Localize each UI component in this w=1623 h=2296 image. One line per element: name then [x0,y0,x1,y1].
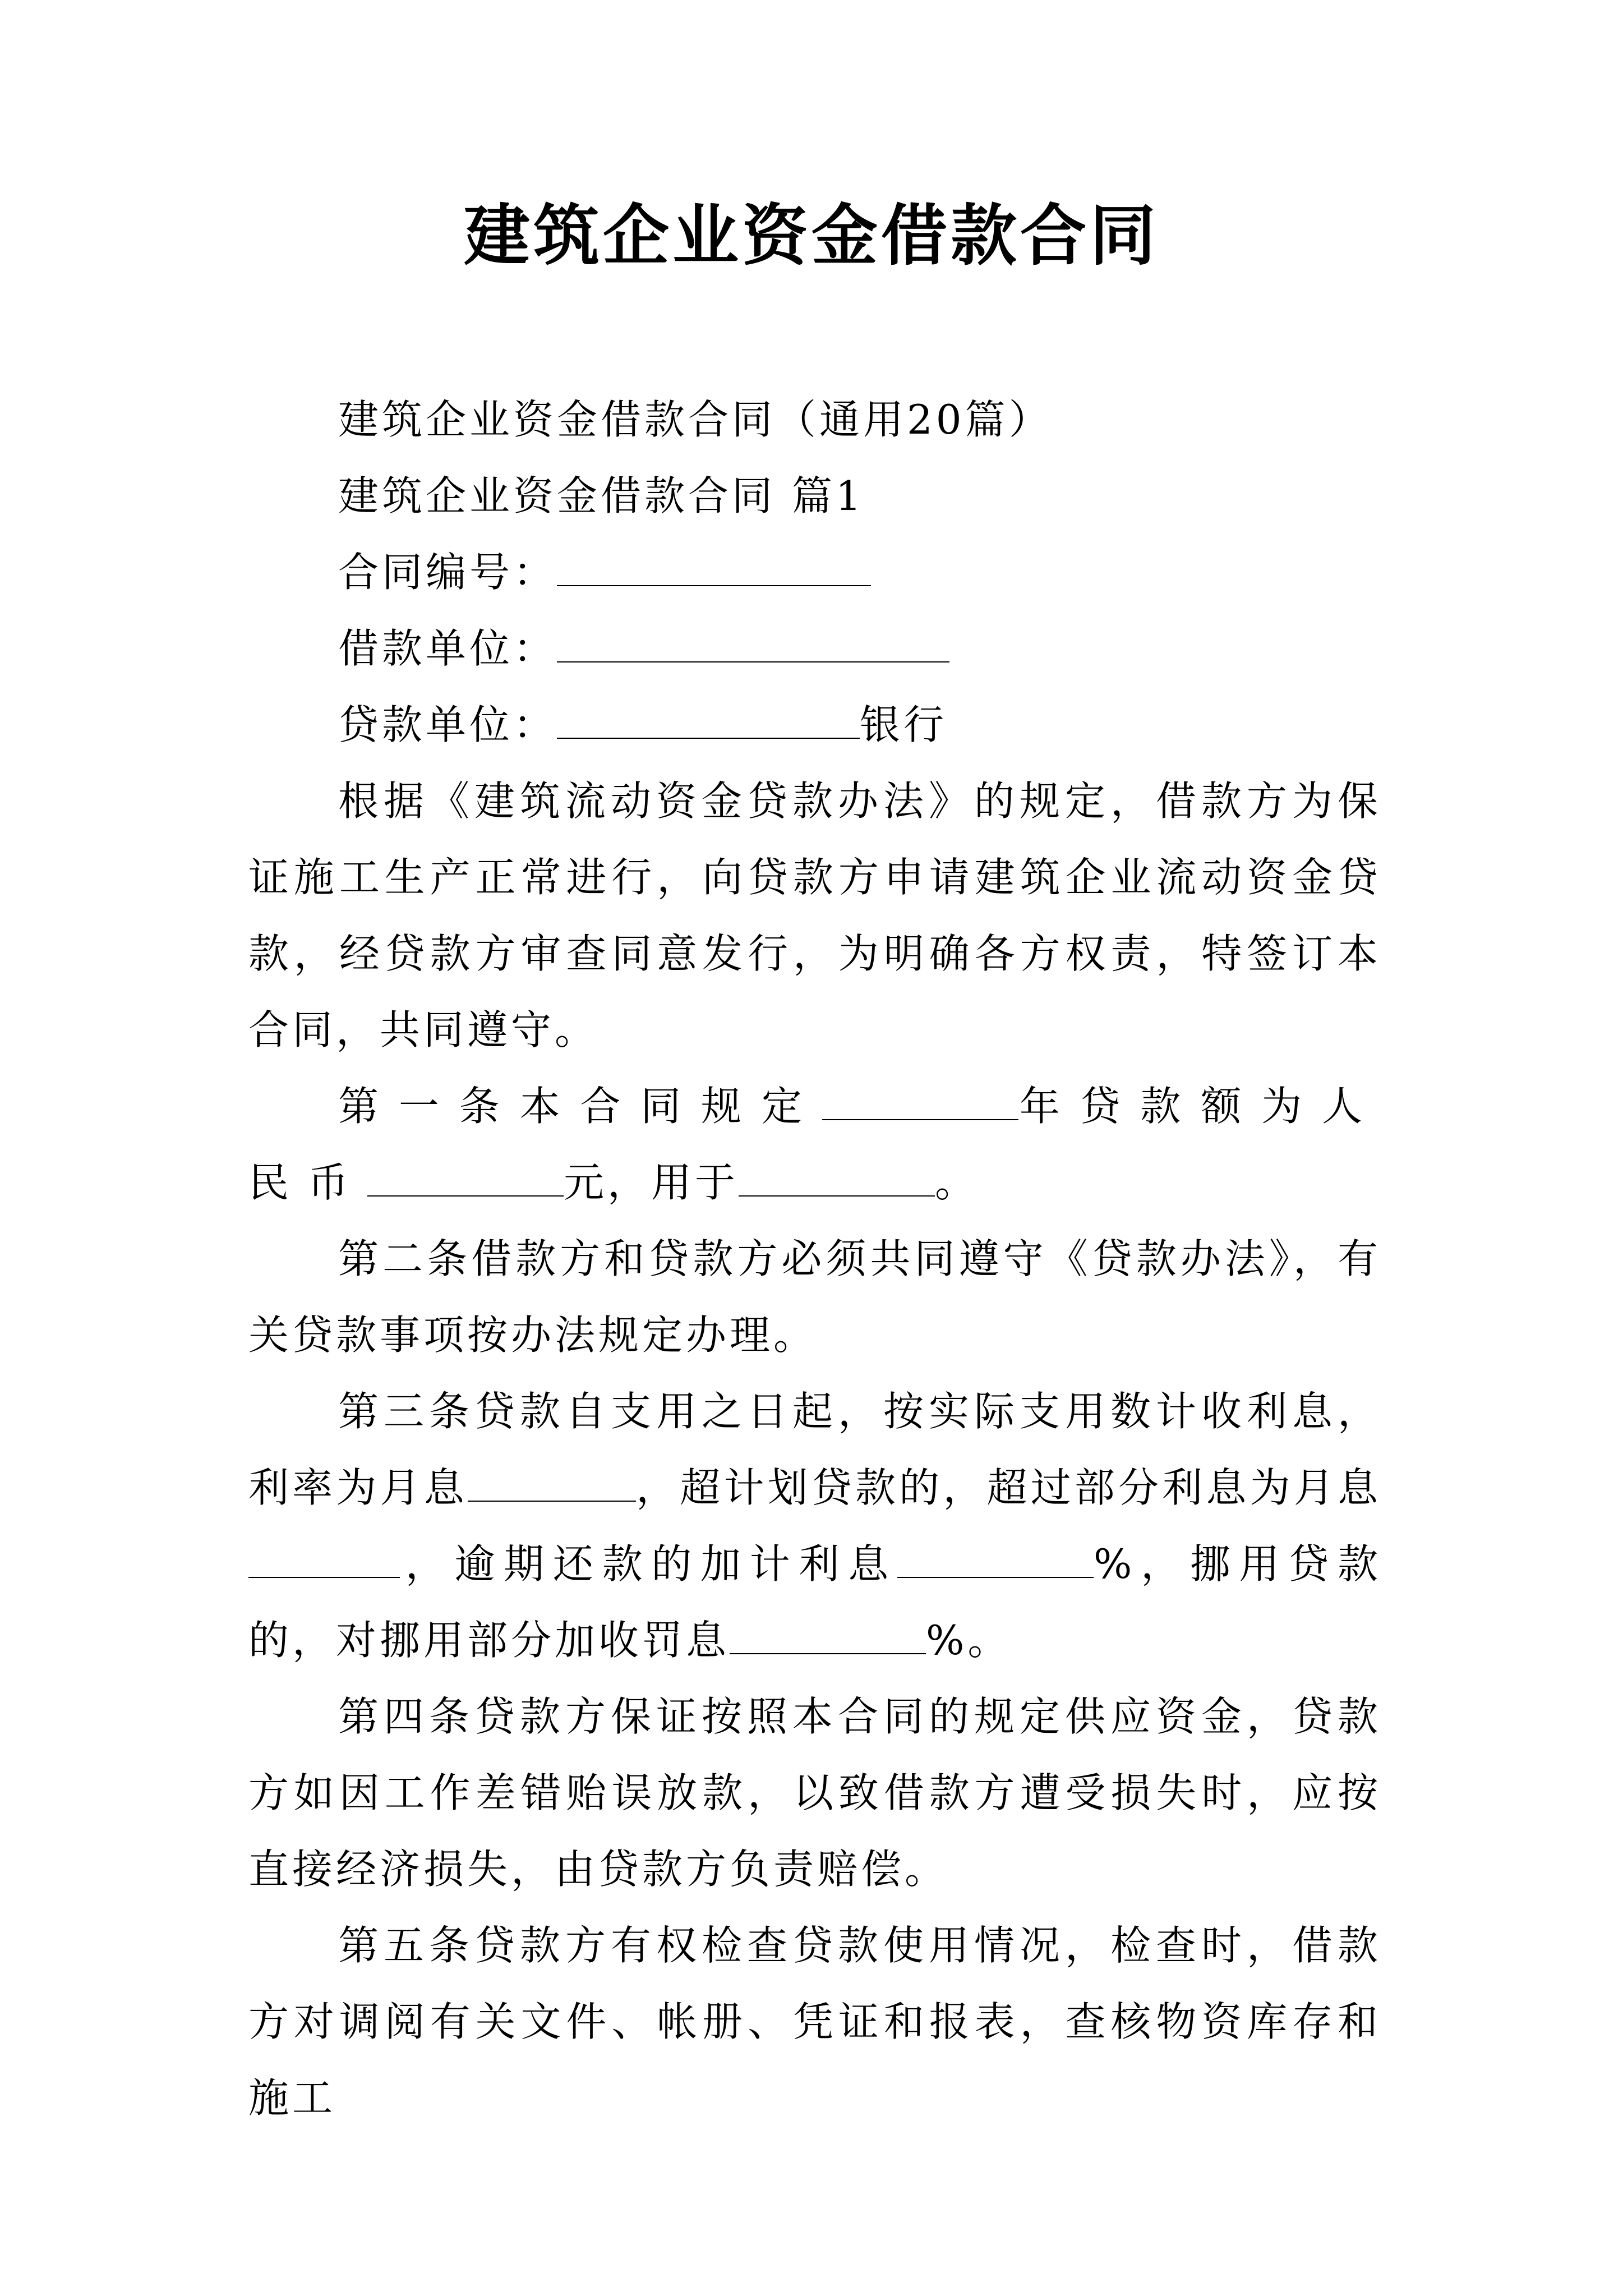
borrower-label: 借款单位： [338,625,557,672]
article-3-part2: ，超计划贷款的，超过部分利息为月息 [635,1464,1381,1511]
borrower-blank [557,628,949,662]
borrower-field [248,610,1381,687]
purpose-blank [739,1162,935,1197]
article-3-part4: %，挪用贷款的，对挪用部分加收罚息 [248,1540,1381,1664]
lender-suffix: 银行 [860,701,948,748]
article-3-part1: 第三条贷款自支用之日起，按实际支用数计收利息，利率为月息 [248,1388,1381,1511]
overdue-rate-blank [897,1543,1094,1578]
penalty-rate-blank [730,1619,926,1654]
article-4: 第四条贷款方保证按照本合同的规定供应资金，贷款方如因工作差错贻误放款，以致借款方遭受损失时，应按直接经济损失，由贷款方负责赔偿。 [248,1693,1381,1893]
article-3-part5: %。 [926,1617,1012,1664]
intro-paragraph: 根据《建筑流动资金贷款办法》的规定，借款方为保证施工生产正常进行，向贷款方申请建筑企业流动资金贷款，经贷款方审查同意发行，为明确各方权责，特签订本合同，共同遵守。 [248,777,1381,1053]
article-1-part4: 。 [935,1159,979,1206]
contract-number-field [248,534,1381,610]
article-1-part3: 元，用于 [564,1159,739,1206]
subtitle: 建筑企业资金借款合同（通用20篇） [338,396,1053,443]
article-1 [248,1068,1381,1221]
article-2: 第二条借款方和贷款方必须共同遵守《贷款办法》，有关贷款事项按办法规定办理。 [248,1235,1381,1359]
contract-number-blank [557,551,871,586]
article-1-part1: 第一条本合同规定 [338,1083,822,1130]
lender-blank [557,704,860,739]
article-5: 第五条贷款方有权检查贷款使用情况，检查时，借款方对调阅有关文件、帐册、凭证和报表，查核物资库存和施工 [248,1922,1381,2122]
article-1-part2: 年贷款额为人民币 [248,1083,1381,1206]
amount-blank [367,1162,564,1197]
section-heading: 建筑企业资金借款合同 篇1 [338,472,865,519]
monthly-rate-blank [468,1467,636,1502]
document-title: 建筑企业资金借款合同 [463,196,1159,274]
lender-field [248,687,1381,763]
article-3-part3: ，逾期还款的加计利息 [400,1540,897,1588]
article-3 [248,1373,1381,1678]
document-body [248,381,1381,2136]
over-plan-rate-blank [248,1543,400,1578]
contract-number-label: 合同编号： [338,549,557,596]
year-blank [822,1085,1018,1120]
lender-label: 贷款单位： [338,701,557,748]
